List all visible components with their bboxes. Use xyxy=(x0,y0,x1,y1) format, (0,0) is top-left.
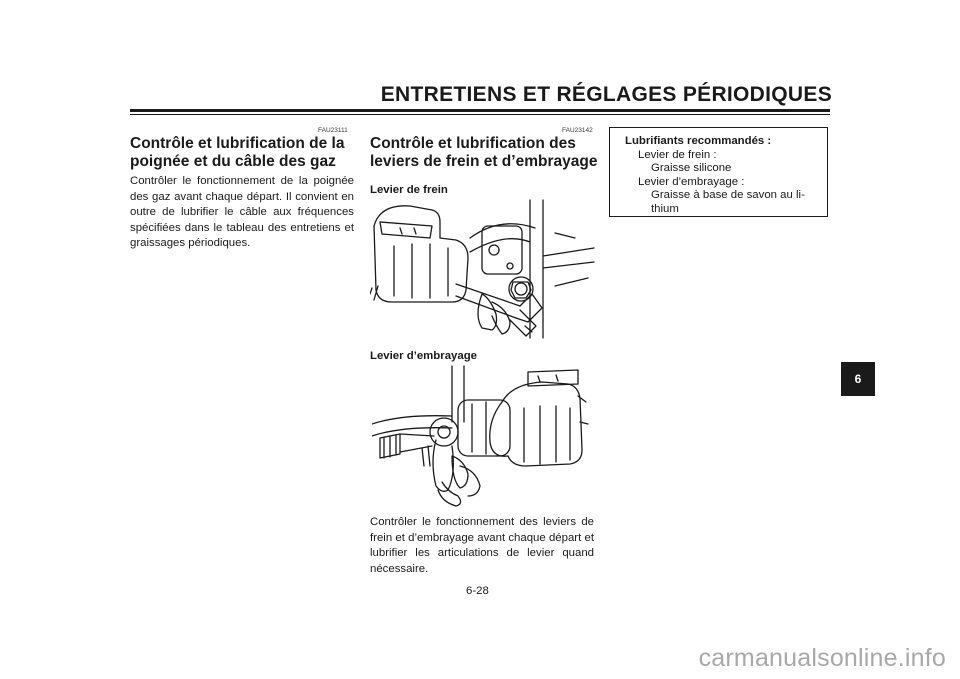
lubricants-clutch-label: Levier d’embrayage : xyxy=(638,175,745,188)
chapter-tab: 6 xyxy=(841,362,875,396)
lubricants-brake-label: Levier de frein : xyxy=(638,148,717,161)
middle-section-title-line1: Contrôle et lubrification des xyxy=(370,135,576,152)
left-section-body: Contrôler le fonctionnement de la poignée des gaz avant chaque départ. Il convient en outre de lubrifier le câble aux fréquences spécifiées dans le tableau des entretiens et graissages périodiques. xyxy=(130,175,354,249)
header-rule-thin xyxy=(130,114,830,115)
middle-section-title-line2: leviers de frein et d’embrayage xyxy=(370,153,598,170)
left-section-title-line2: poignée et du câble des gaz xyxy=(130,153,336,170)
lubricants-clutch-value-line2: thium xyxy=(651,202,679,215)
recommended-lubricants-box xyxy=(609,127,828,217)
middle-section-code: FAU23142 xyxy=(562,127,593,134)
lubricants-box-title: Lubrifiants recommandés : xyxy=(625,135,772,147)
left-section-title-line1: Contrôle et lubrification de la xyxy=(130,135,345,152)
header-rule xyxy=(130,109,830,112)
left-section-title xyxy=(130,135,370,171)
page-number: 6-28 xyxy=(466,585,489,597)
clutch-lever-heading: Levier d’embrayage xyxy=(370,350,477,362)
middle-section-body: Contrôler le fonctionnement des leviers de frein et d’embrayage avant chaque départ et lubrifier les articulations de levier quand nécessaire. xyxy=(370,516,594,575)
left-section-code: FAU23111 xyxy=(318,127,348,134)
page-header-title: ENTRETIENS ET RÉGLAGES PÉRIODIQUES xyxy=(380,83,832,106)
brake-lever-illustration xyxy=(370,198,596,348)
lubricants-clutch-value-line1: Graisse à base de savon au li- xyxy=(651,189,805,201)
middle-section-title xyxy=(370,135,610,171)
clutch-lever-illustration xyxy=(372,362,596,508)
watermark: carmanualsonline.info xyxy=(698,644,946,672)
brake-lever-heading: Levier de frein xyxy=(370,184,448,196)
lubricants-brake-value: Graisse silicone xyxy=(651,162,732,174)
